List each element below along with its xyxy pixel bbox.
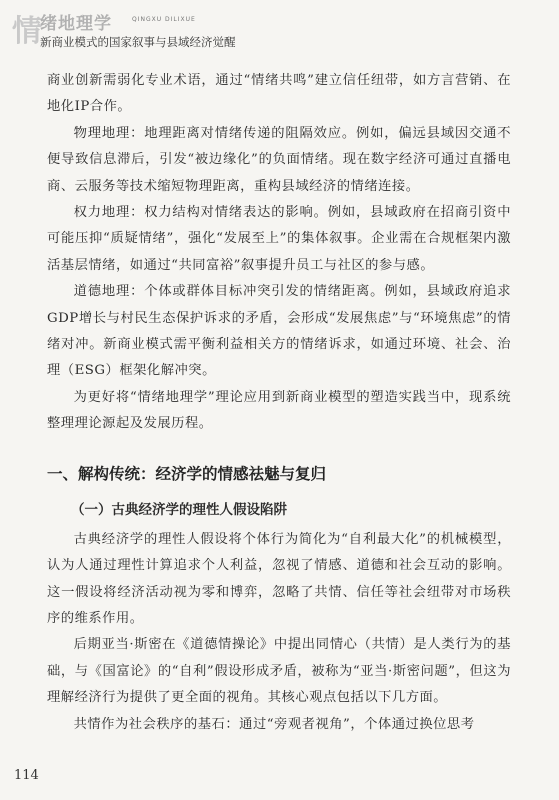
header-subtitle: 新商业模式的国家叙事与县域经济觉醒 [40,35,236,49]
header-pinyin: QINGXU DILIXUE [132,16,196,23]
body-paragraph: 共情作为社会秩序的基石：通过“旁观者视角”，个体通过换位思考 [73,716,475,732]
body-paragraph: 道德地理：个体或群体目标冲突引发的情绪距离。例如，县域政府追求GDP增长与村民生态保护诉求的矛盾，会形成“发展焦虑”与“环境焦虑”的情绪对冲。新商业模式需平衡利益相关方的情绪诉求，如通过环境、社会、治理（ESG）框架化解冲突。 [47,284,511,379]
page-number: 114 [14,768,39,783]
header-book-title: 绪地理学 [40,14,112,34]
body-paragraph: 后期亚当·斯密在《道德情操论》中提出同情心（共情）是人类行为的基础，与《国富论》的“自利”假设形成矛盾，被称为“亚当·斯密问题”，但这为理解经济行为提供了更全面的视角。其核心观点包括以下几方面。 [47,637,511,706]
body-paragraph: 权力地理：权力结构对情绪表达的影响。例如，县域政府在招商引资中可能压抑“质疑情绪”，强化“发展至上”的集体叙事。企业需在合规框架内激活基层情绪，如通过“共同富裕”叙事提升员工与社区的参与感。 [47,205,511,273]
body-paragraph: 物理地理：地理距离对情绪传递的阻隔效应。例如，偏远县域因交通不便导致信息滞后，引发“被边缘化”的负面情绪。现在数字经济可通过直播电商、云服务等技术缩短物理距离，重构县域经济的情绪连接。 [47,125,511,194]
subsection-heading: （一）古典经济学的理性人假设陷阱 [71,501,287,518]
body-paragraph: 商业创新需弱化专业术语，通过“情绪共鸣”建立信任纽带，如方言营销、在地化IP合作。 [47,73,511,115]
page-body [47,68,511,738]
running-header [0,0,559,60]
header-decorative-char: 情 [12,14,42,49]
body-paragraph: 古典经济学的理性人假设将个体行为简化为“自利最大化”的机械模型，认为人通过理性计算追求个人利益，忽视了情感、道德和社会互动的影响。这一假设将经济活动视为零和博弈，忽略了共情、信任等社会纽带对市场秩序的维系作用。 [47,531,511,626]
section-heading: 一、解构传统：经济学的情感祛魅与复归 [47,464,327,483]
body-paragraph: 为更好将“情绪地理学”理论应用到新商业模型的塑造实践当中，现系统整理理论源起及发展历程。 [47,389,511,432]
